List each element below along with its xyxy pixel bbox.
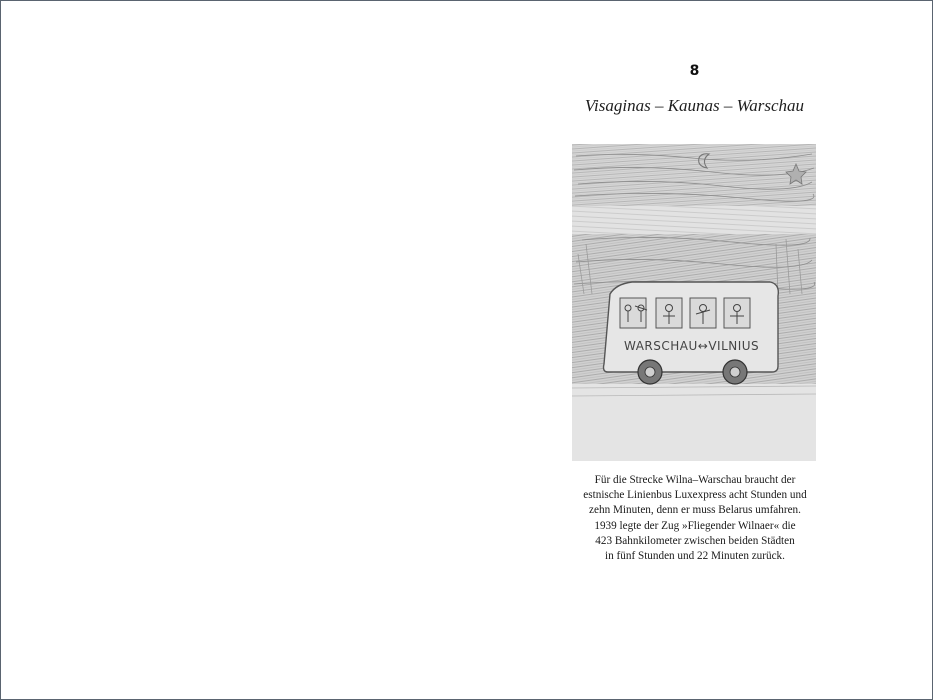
caption-line: in fünf Stunden und 22 Minuten zurück. [605,550,785,563]
caption-line: zehn Minuten, denn er muss Belarus umfahren. [589,504,801,517]
horizon-band [572,206,816,234]
caption-line: 1939 legte der Zug »Fliegender Wilnaer« die [594,519,796,532]
chapter-title: Visaginas – Kaunas – Warschau [584,96,805,115]
bus-drawing-svg [572,144,816,461]
bus-lettering: WARSCHAU↔VILNIUS [624,339,760,353]
caption-line: estnische Linienbus Luxexpress acht Stunden und [583,489,807,502]
illustration-caption [553,473,837,564]
bus-drawing [604,282,779,384]
chapter-number: 8 [689,63,700,79]
left-page-blank [2,2,467,698]
caption-line: Für die Strecke Wilna–Warschau braucht der [594,474,796,486]
right-page [467,2,932,698]
caption-line: 423 Bahnkilometer zwischen beiden Städten [595,534,795,547]
bus-drawing-illustration [572,144,816,461]
